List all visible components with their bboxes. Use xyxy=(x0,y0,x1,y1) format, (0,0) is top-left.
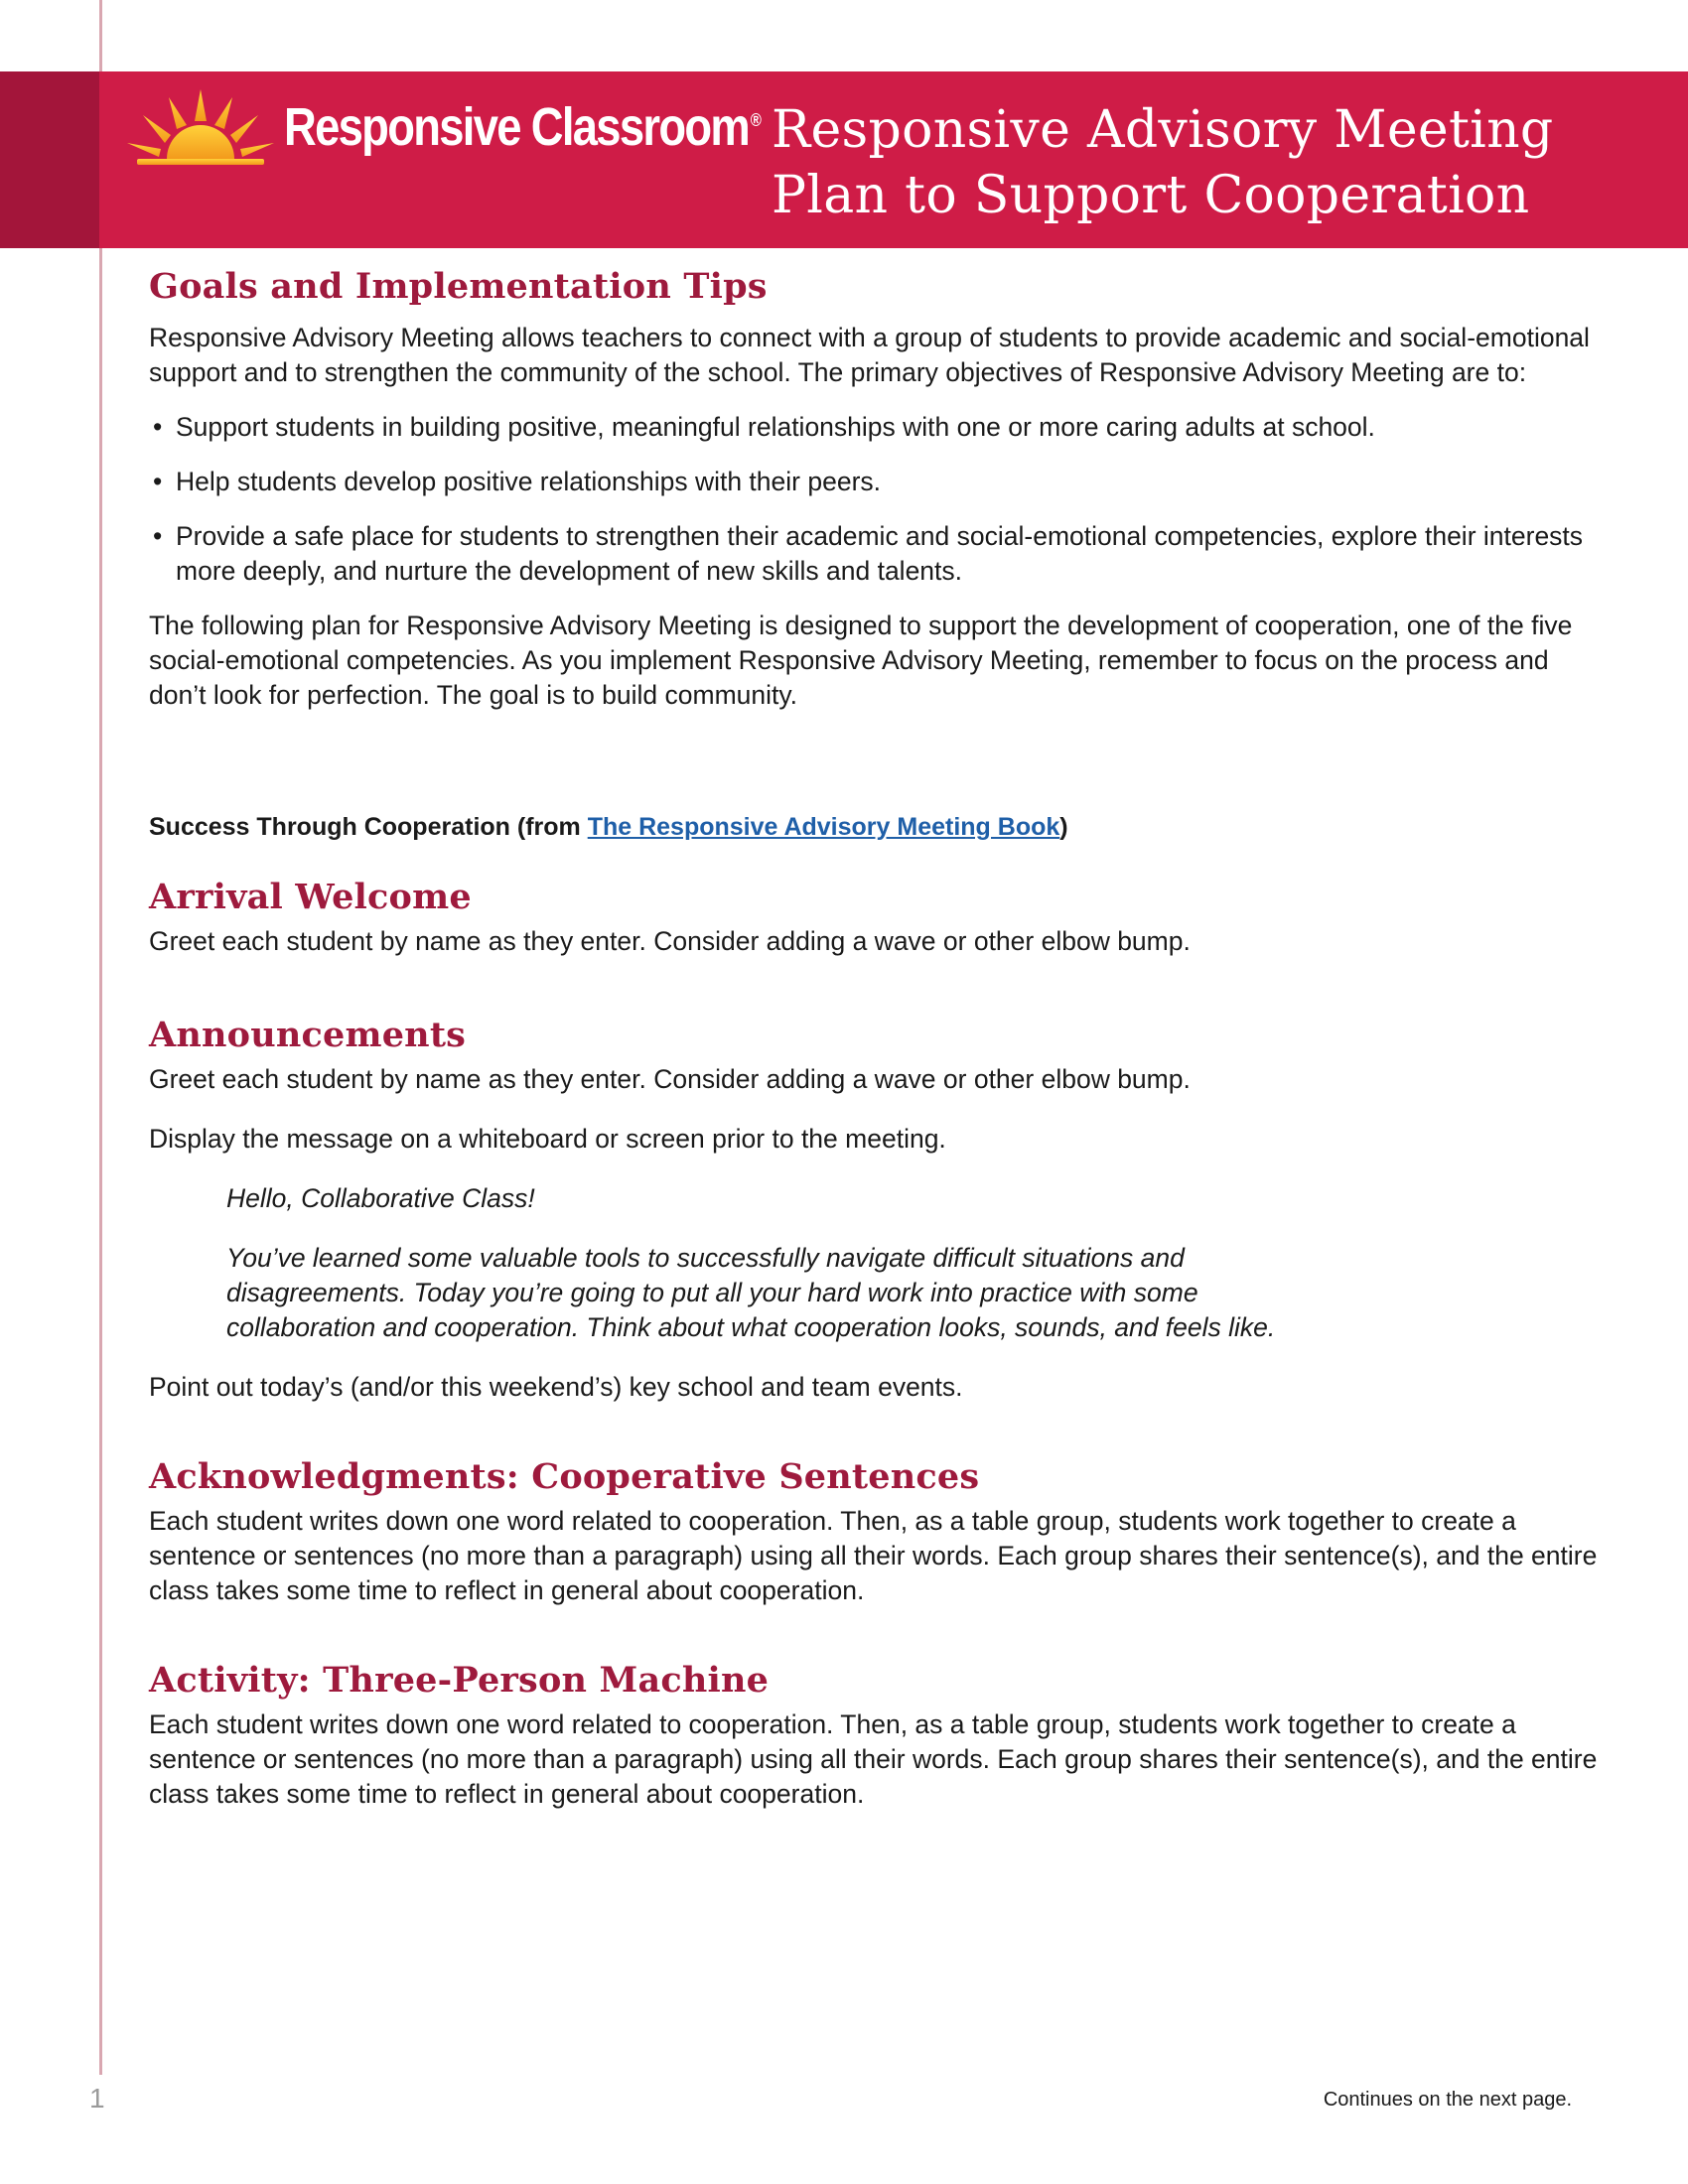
page-number: 1 xyxy=(89,2083,105,2114)
brand-name: Responsive Classroom® xyxy=(284,97,762,157)
arrival-heading: Arrival Welcome xyxy=(149,877,472,917)
list-item: • Provide a safe place for students to strengthen their academic and social-emotional competencies, explore their interests more deeply, and nurture the development of new skills and talents. xyxy=(153,521,1584,586)
list-item: • Help students develop positive relationships with their peers. xyxy=(149,465,1609,499)
message-greeting: Hello, Collaborative Class! xyxy=(226,1183,535,1213)
bullet-icon: • xyxy=(153,521,163,551)
announcements-text-3: Point out today’s (and/or this weekend’s) key school and team events. xyxy=(149,1372,963,1402)
objectives-list xyxy=(149,410,1609,589)
success-line: Success Through Cooperation (from The Responsive Advisory Meeting Book) xyxy=(149,813,1068,841)
brand-logo xyxy=(127,79,852,175)
continues-note: Continues on the next page. xyxy=(1323,2089,1572,2111)
goals-following: The following plan for Responsive Advisory Meeting is designed to support the development of cooperation, one of the five social-emotional competencies. As you implement Responsive Advisory Meeting, remember to focus on the process and don’t look for perfection. The goal is to build community. xyxy=(149,611,1573,710)
margin-rule xyxy=(99,0,102,2075)
announcements-heading: Announcements xyxy=(149,1015,467,1055)
arrival-text: Greet each student by name as they enter. Consider adding a wave or other elbow bump. xyxy=(149,926,1191,956)
activity-text: Each student writes down one word related to cooperation. Then, as a table group, students work together to create a sentence or sentences (no more than a paragraph) using all their words. Each group shares their sentence(s), and the entire class takes some time to reflect in general about cooperation. xyxy=(149,1709,1598,1809)
goals-intro: Responsive Advisory Meeting allows teachers to connect with a group of students to provide academic and social-emotional support and to strengthen the community of the school. The primary objectives of Responsive Advisory Meeting are to: xyxy=(149,323,1590,387)
list-item: • Support students in building positive, meaningful relationships with one or more caring adults at school. xyxy=(149,410,1609,445)
goals-heading: Goals and Implementation Tips xyxy=(149,266,768,307)
announcements-text-2: Display the message on a whiteboard or screen prior to the meeting. xyxy=(149,1124,946,1154)
book-link[interactable]: The Responsive Advisory Meeting Book xyxy=(587,813,1060,841)
title-line-1: Responsive Advisory Meeting xyxy=(772,100,1554,160)
title-line-2: Plan to Support Cooperation xyxy=(772,166,1530,225)
document-title xyxy=(772,97,1665,228)
activity-heading: Activity: Three-Person Machine xyxy=(149,1660,770,1701)
main-content xyxy=(149,258,1609,1812)
bullet-icon: • xyxy=(153,412,163,442)
acknowledgments-heading: Acknowledgments: Cooperative Sentences xyxy=(149,1456,980,1497)
bullet-icon: • xyxy=(153,467,163,496)
message-body: You’ve learned some valuable tools to successfully navigate difficult situations and disagreements. Today you’re going to put all your hard work into practice with some collaboration and cooperation. Think about what cooperation looks, sounds, and feels like. xyxy=(226,1243,1276,1342)
header-tab xyxy=(0,71,99,248)
rising-sun-icon xyxy=(127,87,274,167)
acknowledgments-text: Each student writes down one word related to cooperation. Then, as a table group, students work together to create a sentence or sentences (no more than a paragraph) using all their words. Each group shares their sentence(s), and the entire class takes some time to reflect in general about cooperation. xyxy=(149,1506,1598,1605)
announcements-text-1: Greet each student by name as they enter. Consider adding a wave or other elbow bump. xyxy=(149,1064,1191,1094)
